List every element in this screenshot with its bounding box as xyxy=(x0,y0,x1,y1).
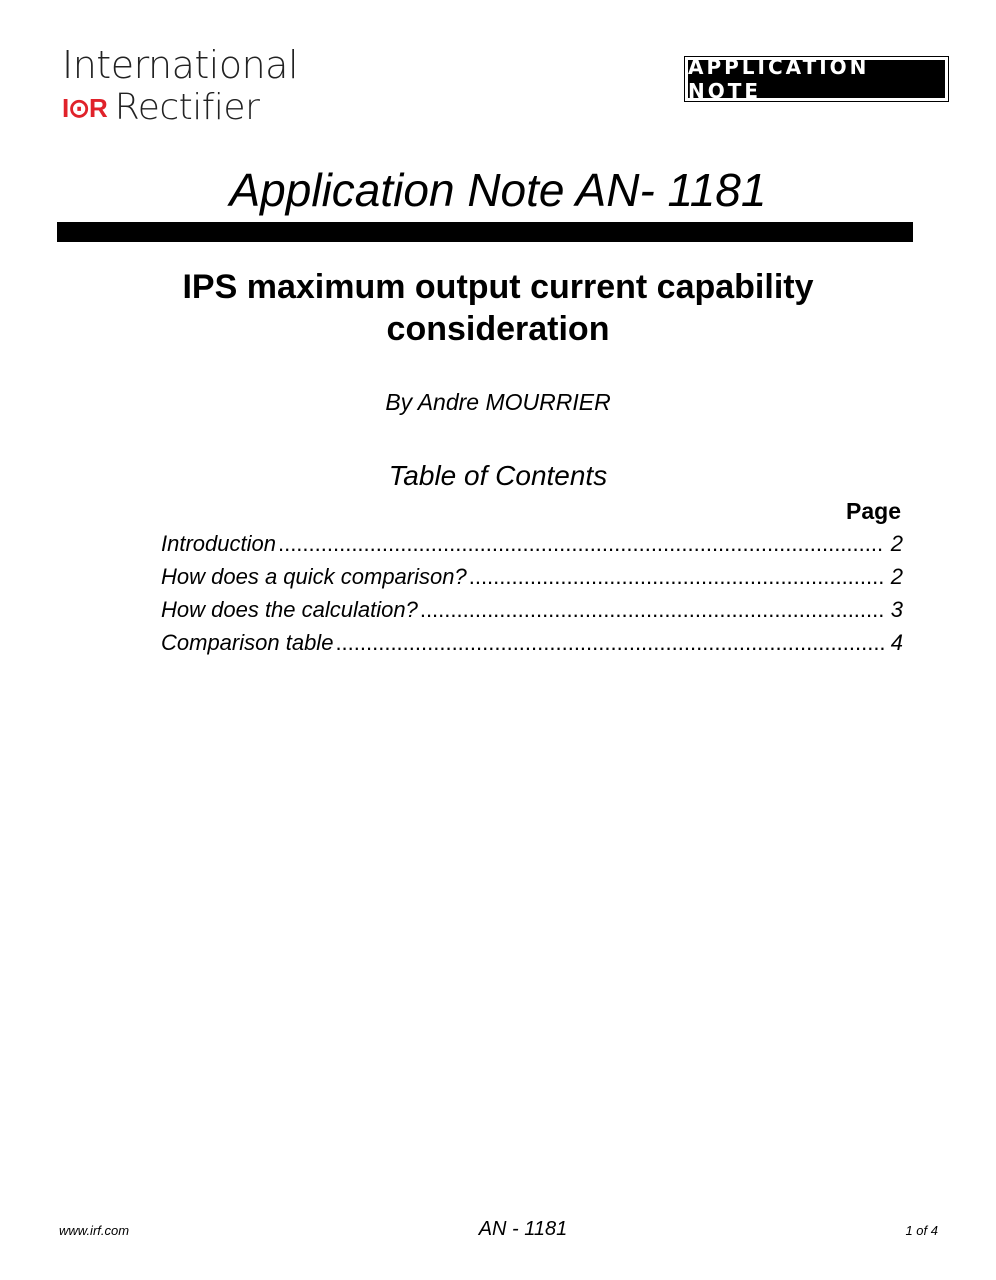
title-rule-divider xyxy=(57,222,913,242)
toc-list xyxy=(161,529,903,661)
toc-page-column-label: Page xyxy=(846,498,901,524)
toc-leader-dots xyxy=(278,529,885,559)
document-subject xyxy=(0,266,996,350)
toc-entry-title: Introduction xyxy=(161,531,276,556)
company-logo xyxy=(62,44,322,128)
toc-entry-title: How does the calculation? xyxy=(161,597,418,622)
toc-entry-title: Comparison table xyxy=(161,630,334,655)
toc-entry-page: 2 xyxy=(890,531,903,556)
toc-entry[interactable] xyxy=(161,628,903,661)
toc-entry[interactable] xyxy=(161,529,903,562)
toc-heading: Table of Contents xyxy=(388,460,608,491)
footer-page-number: 1 of 4 xyxy=(905,1223,938,1238)
subject-line-2: consideration xyxy=(386,310,610,348)
toc-entry[interactable] xyxy=(161,595,903,628)
toc-leader-dots xyxy=(469,562,885,592)
toc-leader-dots xyxy=(420,595,885,625)
toc-leader-dots xyxy=(335,628,884,658)
logo-text-international: International xyxy=(62,43,299,87)
page-footer xyxy=(0,1216,996,1246)
logo-text-rectifier: Rectifier xyxy=(114,87,260,128)
footer-document-id: AN - 1181 xyxy=(478,1218,568,1240)
subject-line-1: IPS maximum output current capability xyxy=(182,268,814,306)
toc-entry[interactable] xyxy=(161,562,903,595)
logo-line-rectifier xyxy=(62,88,322,128)
ior-logo-icon: I⊙R xyxy=(62,93,107,123)
application-note-badge xyxy=(684,56,949,102)
toc-entry-page: 4 xyxy=(890,630,903,655)
author-line: By Andre MOURRIER xyxy=(385,389,611,415)
document-title: Application Note AN- 1181 xyxy=(229,164,767,216)
toc-entry-page: 3 xyxy=(890,597,903,622)
toc-entry-page: 2 xyxy=(890,564,903,589)
footer-website-link[interactable]: www.irf.com xyxy=(59,1223,130,1238)
toc-entry-title: How does a quick comparison? xyxy=(161,564,467,589)
badge-label: APPLICATION NOTE xyxy=(688,60,945,98)
